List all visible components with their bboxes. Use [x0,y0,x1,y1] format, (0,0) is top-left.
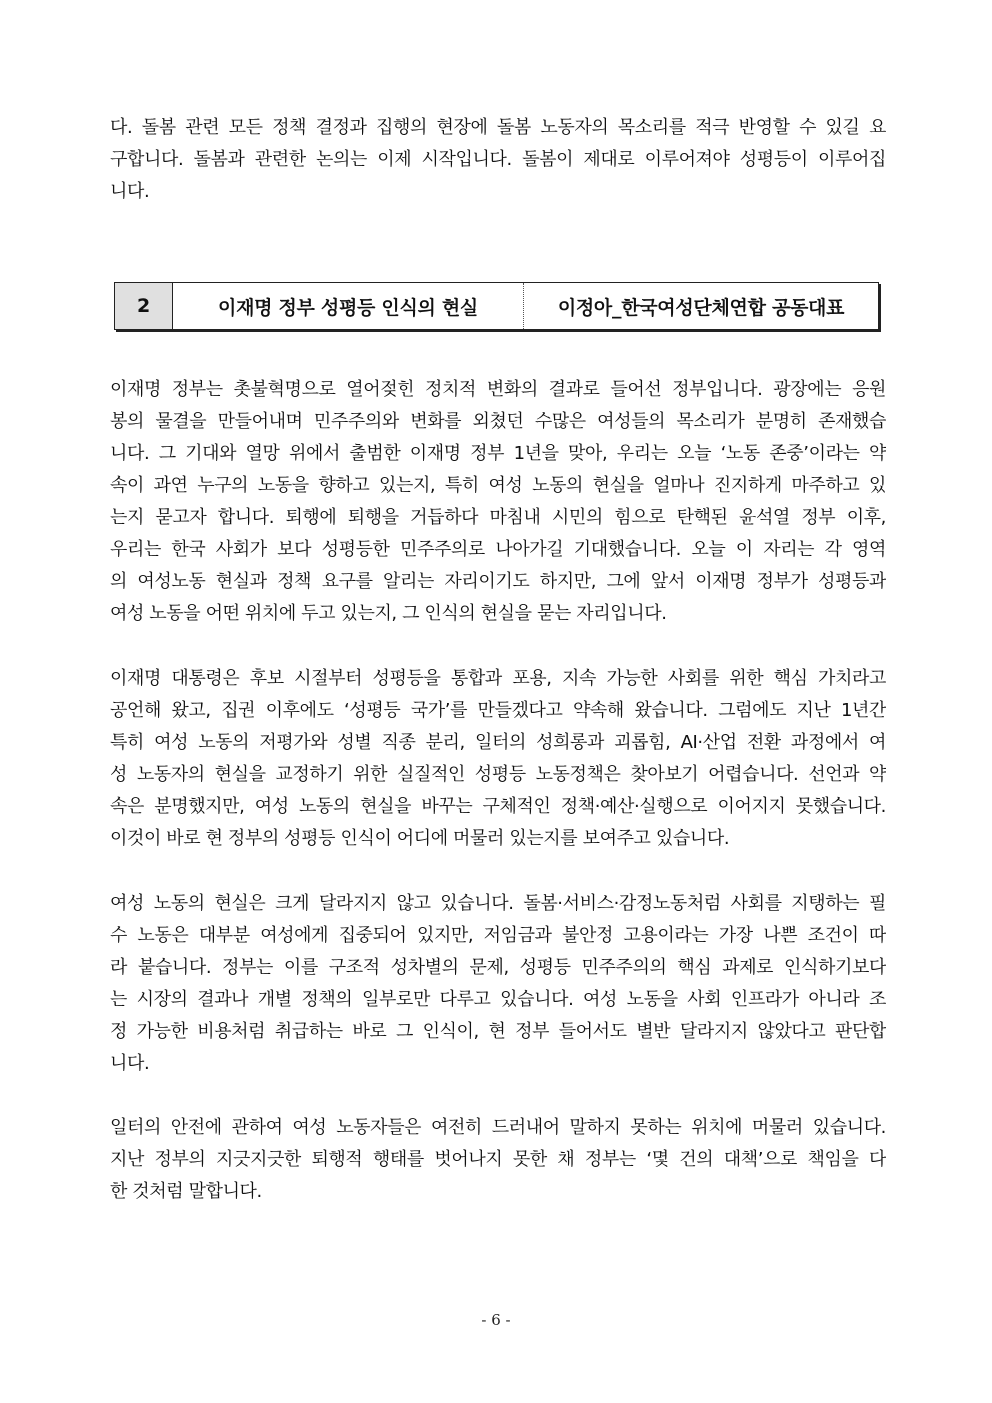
paragraph-line: 일터의 안전에 관하여 여성 노동자들은 여전히 드러내어 말하지 못하는 위치에 머물러 있습니다. [110,1117,886,1138]
paragraph-line: 속이 과연 누구의 노동을 향하고 있는지, 특히 여성 노동의 현실을 얼마나 진지하게 마주하고 있 [110,475,886,496]
intro-paragraph [110,112,886,208]
paragraph-line: 니다. 그 기대와 열망 위에서 출범한 이재명 정부 1년을 맞아, 우리는 오늘 ‘노동 존중’이라는 약 [110,443,886,464]
section-speaker: 이정아_한국여성단체연합 공동대표 [557,296,845,319]
paragraph-line: 성 노동자의 현실을 교정하기 위한 실질적인 성평등 노동정책은 찾아보기 어렵습니다. 선언과 약 [110,764,886,785]
section-number: 2 [115,283,173,329]
section-title: 이재명 정부 성평등 인식의 현실 [173,283,524,329]
paragraph-line: 지난 정부의 지긋지긋한 퇴행적 행태를 벗어나지 못한 채 정부는 ‘몇 건의 대책’으로 책임을 다 [110,1149,886,1170]
paragraph-line: 여성 노동의 현실은 크게 달라지지 않고 있습니다. 돌봄·서비스·감정노동처럼 사회를 지탱하는 필 [110,893,886,914]
paragraph-line: 여성 노동을 어떤 위치에 두고 있는지, 그 인식의 현실을 묻는 자리입니다. [110,603,667,624]
paragraph-line: 니다. [110,181,150,202]
paragraph-line: 이재명 정부는 촛불혁명으로 열어젖힌 정치적 변화의 결과로 들어선 정부입니다. 광장에는 응원 [110,379,886,400]
paragraph-line: 니다. [110,1053,150,1074]
paragraph-line: 속은 분명했지만, 여성 노동의 현실을 바꾸는 구체적인 정책·예산·실행으로 이어지지 못했습니다. [110,796,886,817]
paragraph-line: 정 가능한 비용처럼 취급하는 바로 그 인식이, 현 정부 들어서도 별반 달라지지 않았다고 판단합 [110,1021,886,1042]
paragraph-line: 우리는 한국 사회가 보다 성평등한 민주주의로 나아가길 기대했습니다. 오늘 이 자리는 각 영역 [110,539,886,560]
paragraph-line: 는 시장의 결과나 개별 정책의 일부로만 다루고 있습니다. 여성 노동을 사회 인프라가 아니라 조 [110,989,886,1010]
section-header-table [114,282,879,330]
body-paragraph [110,663,886,855]
paragraph-line: 수 노동은 대부분 여성에게 집중되어 있지만, 저임금과 불안정 고용이라는 가장 나쁜 조건이 따 [110,925,886,946]
paragraph-line: 봉의 물결을 만들어내며 민주주의와 변화를 외쳤던 수많은 여성들의 목소리가 분명히 존재했습 [110,411,886,432]
body-paragraph [110,1112,886,1208]
paragraph-line: 구합니다. 돌봄과 관련한 논의는 이제 시작입니다. 돌봄이 제대로 이루어져야 성평등이 이루어집 [110,149,886,170]
paragraph-line: 이재명 대통령은 후보 시절부터 성평등을 통합과 포용, 지속 가능한 사회를 위한 핵심 가치라고 [110,668,886,689]
paragraph-line: 공언해 왔고, 집권 이후에도 ‘성평등 국가’를 만들겠다고 약속해 왔습니다. 그럼에도 지난 1년간 [110,700,886,721]
body-paragraph [110,888,886,1080]
paragraph-line: 는지 묻고자 합니다. 퇴행에 퇴행을 거듭하다 마침내 시민의 힘으로 탄핵된 윤석열 정부 이후, [110,507,886,528]
paragraph-line: 의 여성노동 현실과 정책 요구를 알리는 자리이기도 하지만, 그에 앞서 이재명 정부가 성평등과 [110,571,886,592]
body-paragraph [110,374,886,630]
paragraph-line: 다. 돌봄 관련 모든 정책 결정과 집행의 현장에 돌봄 노동자의 목소리를 적극 반영할 수 있길 요 [110,117,886,138]
paragraph-line: 특히 여성 노동의 저평가와 성별 직종 분리, 일터의 성희롱과 괴롭힘, AI·산업 전환 과정에서 여 [110,732,886,753]
page-number: - 6 - [481,1311,511,1329]
paragraph-line: 한 것처럼 말합니다. [110,1181,262,1202]
paragraph-line: 라 붙습니다. 정부는 이를 구조적 성차별의 문제, 성평등 민주주의의 핵심 과제로 인식하기보다 [110,957,886,978]
paragraph-line: 이것이 바로 현 정부의 성평등 인식이 어디에 머물러 있는지를 보여주고 있습니다. [110,828,730,849]
